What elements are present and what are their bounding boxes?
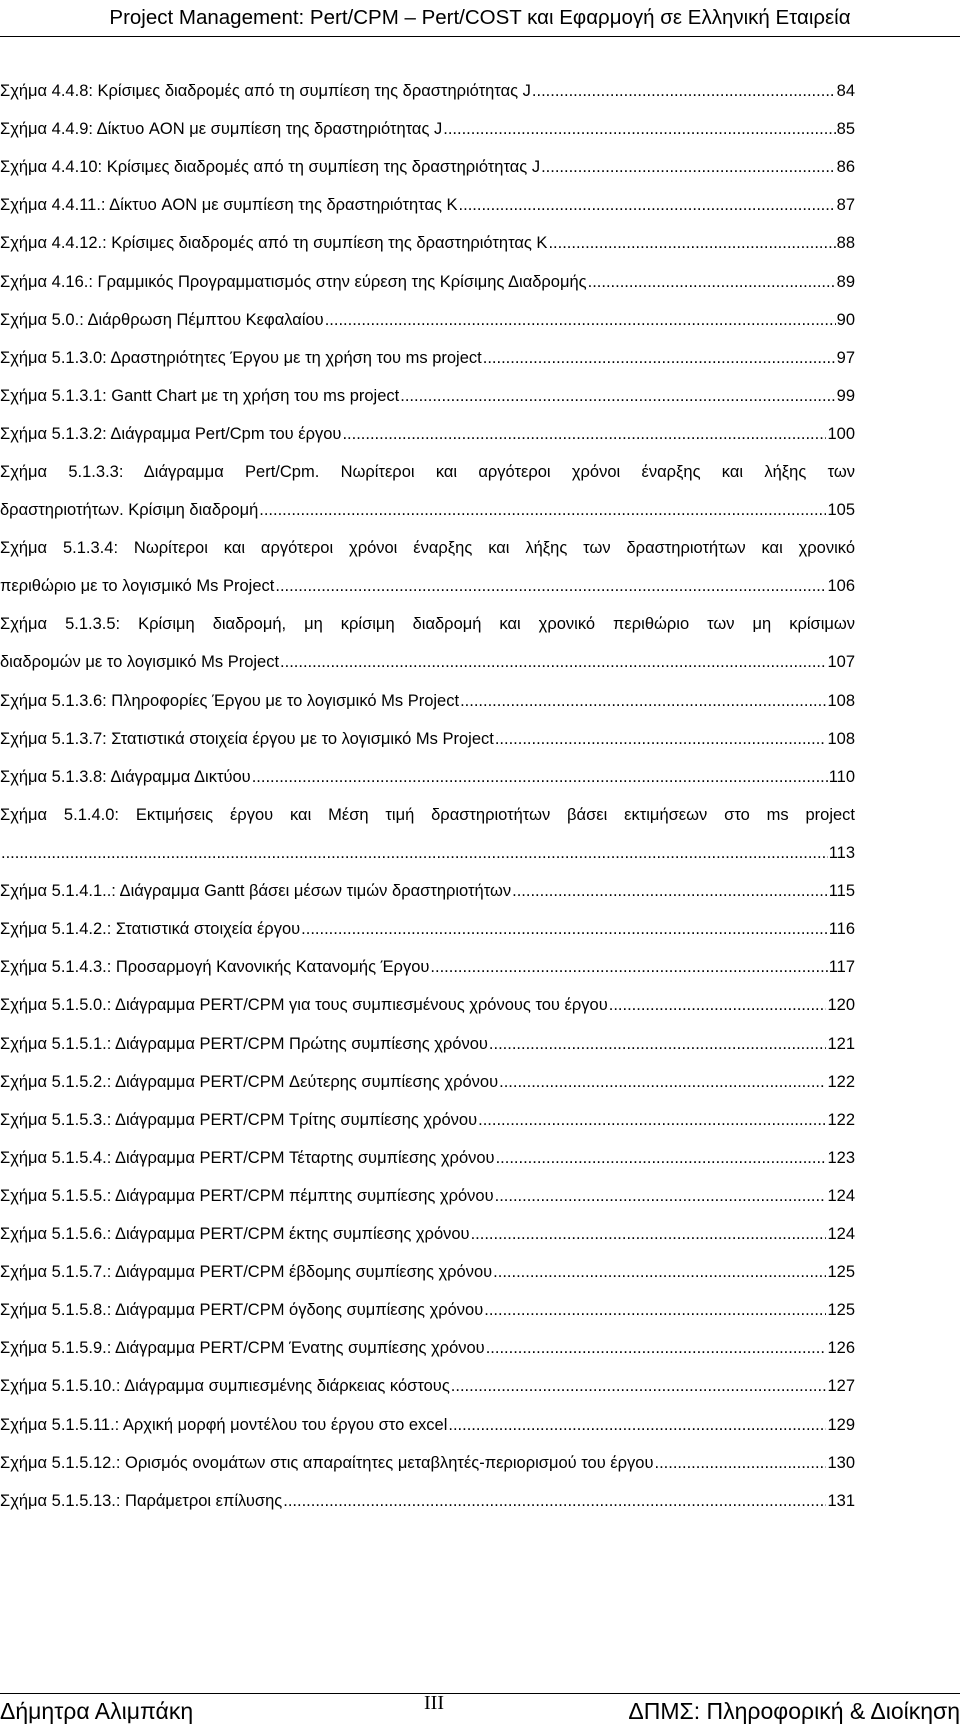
- toc-entry-page: 105: [827, 501, 855, 520]
- dot-leader: [460, 682, 826, 720]
- toc-entry-title-line1: Σχήμα 5.1.3.3: Διάγραμμα Pert/Cpm. Νωρίτεροι και αργότεροι χρόνοι έναρξης και λήξης των: [0, 463, 855, 481]
- toc-entry[interactable]: [0, 1367, 855, 1405]
- dot-leader: [325, 301, 836, 339]
- footer-program: ΔΠΜΣ: Πληροφορική & Διοίκηση: [628, 1698, 960, 1724]
- toc-entry[interactable]: [0, 796, 855, 872]
- dot-leader: [493, 1253, 826, 1291]
- toc-entry-page: 123: [827, 1148, 855, 1167]
- toc-entry[interactable]: [0, 1406, 855, 1444]
- toc-entry-page: 108: [827, 691, 855, 710]
- page-footer: [0, 1693, 960, 1736]
- toc-entry-page: 125: [827, 1263, 855, 1282]
- dot-leader: [471, 1215, 827, 1253]
- toc-entry-page: 97: [836, 348, 855, 367]
- toc-entry-page: 110: [828, 767, 855, 786]
- toc-entry-page: 99: [836, 386, 855, 405]
- page-header: [0, 0, 960, 44]
- toc-entry[interactable]: [0, 1329, 855, 1367]
- toc-entry-page: 124: [827, 1225, 855, 1243]
- toc-entry[interactable]: [0, 415, 855, 453]
- toc-entry-title: Σχήμα 5.1.5.5.: Διάγραμμα PERT/CPM πέμπτης συμπίεσης χρόνου: [0, 1186, 494, 1205]
- toc-entry[interactable]: [0, 110, 855, 148]
- toc-entry-title: Σχήμα 5.1.3.6: Πληροφορίες Έργου με το λογισμικό Ms Project: [0, 691, 460, 710]
- dot-leader: [496, 1139, 827, 1177]
- toc-entry-page: 86: [836, 158, 855, 177]
- dot-leader: [532, 72, 836, 110]
- toc-entry-title: Σχήμα 5.1.3.0: Δραστηριότητες Έργου με τη χρήση του ms project: [0, 348, 482, 367]
- toc-entry-title: Σχήμα 5.1.4.2.: Στατιστικά στοιχεία έργου: [0, 920, 301, 939]
- toc-entry[interactable]: [0, 948, 855, 986]
- toc-entry-page: 127: [827, 1377, 855, 1396]
- dot-leader: [486, 1329, 827, 1367]
- toc-entry-page: 88: [836, 234, 855, 253]
- toc-entry-title: Σχήμα 5.1.5.3.: Διάγραμμα PERT/CPM Τρίτης συμπίεσης χρόνου: [0, 1110, 478, 1129]
- toc-entry[interactable]: [0, 1253, 855, 1291]
- toc-entry-page: 90: [836, 310, 855, 329]
- toc-entry-page: 120: [827, 996, 855, 1015]
- toc-entry-page: 107: [827, 653, 855, 672]
- toc-entry-page: 131: [827, 1491, 855, 1510]
- dot-leader: [459, 186, 836, 224]
- toc-entry-page: 89: [836, 272, 855, 291]
- toc-entry-title-line2: δραστηριοτήτων. Κρίσιμη διαδρομή: [0, 501, 259, 520]
- dot-leader: [252, 758, 828, 796]
- toc-entry[interactable]: [0, 1177, 855, 1215]
- toc-entry[interactable]: [0, 1291, 855, 1329]
- toc-entry-title: Σχήμα 5.1.5.10.: Διάγραμμα συμπιεσμένης διάρκειας κόστους: [0, 1377, 450, 1396]
- toc-entry-title-line1: Σχήμα 5.1.4.0: Εκτιμήσεις έργου και Μέση τιμή δραστηριοτήτων βάσει εκτιμήσεων στο ms project: [0, 805, 855, 824]
- toc-entry[interactable]: [0, 605, 855, 681]
- toc-entry[interactable]: [0, 1215, 855, 1253]
- toc-entry-page: 100: [827, 424, 855, 443]
- dot-leader: [259, 491, 826, 529]
- toc-entry-page: 115: [828, 882, 855, 901]
- toc-entry-page: 85: [836, 120, 855, 139]
- toc-entry-page: 87: [836, 196, 855, 215]
- toc-entry-title: Σχήμα 5.1.4.1..: Διάγραμμα Gantt βάσει μέσων τιμών δραστηριοτήτων: [0, 882, 512, 901]
- toc-entry-title: Σχήμα 5.1.5.2.: Διάγραμμα PERT/CPM Δεύτερης συμπίεσης χρόνου: [0, 1072, 499, 1091]
- toc-entry[interactable]: [0, 339, 855, 377]
- dot-leader: [483, 339, 836, 377]
- toc-entry[interactable]: [0, 186, 855, 224]
- dot-leader: [430, 948, 827, 986]
- toc-entry-page: 113: [828, 843, 855, 862]
- toc-entry-title: Σχήμα 5.1.5.0.: Διάγραμμα PERT/CPM για τους συμπιεσμένους χρόνους του έργου: [0, 996, 608, 1015]
- toc-entry-title: Σχήμα 4.4.11.: Δίκτυο AON με συμπίεση της δραστηριότητας K: [0, 196, 458, 215]
- dot-leader: [588, 263, 836, 301]
- header-title: Project Management: Pert/CPM – Pert/COST και Εφαρμογή σε Ελληνική Εταιρεία: [109, 6, 851, 29]
- toc-entry-page: 129: [827, 1415, 855, 1434]
- dot-leader: [478, 1101, 826, 1139]
- dot-leader: [512, 872, 828, 910]
- dot-leader: [448, 1406, 826, 1444]
- toc-entry-title: Σχήμα 5.1.5.4.: Διάγραμμα PERT/CPM Τέταρτης συμπίεσης χρόνου: [0, 1148, 495, 1167]
- toc-entry-title: Σχήμα 5.1.3.7: Στατιστικά στοιχεία έργου με το λογισμικό Ms Project: [0, 729, 494, 748]
- dot-leader: [443, 110, 835, 148]
- toc-entry-title: Σχήμα 5.1.5.6.: Διάγραμμα PERT/CPM έκτης συμπίεσης χρόνου: [0, 1225, 470, 1243]
- toc-entry-page: 126: [827, 1339, 855, 1358]
- footer-page-number: III: [424, 1692, 444, 1714]
- dot-leader: [484, 1291, 826, 1329]
- toc-entry-page: 121: [827, 1034, 855, 1053]
- toc-entry-title-line1: Σχήμα 5.1.3.5: Κρίσιμη διαδρομή, μη κρίσιμη διαδρομή και χρονικό περιθώριο των μη κρίσιμων: [0, 615, 855, 634]
- toc-entry-title: Σχήμα 5.1.5.11.: Αρχική μορφή μοντέλου του έργου στο excel: [0, 1415, 448, 1434]
- toc-entry[interactable]: [0, 910, 855, 948]
- dot-leader: [541, 148, 836, 186]
- dot-leader: [280, 643, 826, 681]
- toc-entry[interactable]: [0, 720, 855, 758]
- dot-leader: [548, 224, 835, 262]
- dot-leader: [655, 1444, 827, 1482]
- toc-entry-title: Σχήμα 4.4.8: Κρίσιμες διαδρομές από τη συμπίεση της δραστηριότητας J: [0, 82, 531, 100]
- toc-entry-title: Σχήμα 5.1.4.3.: Προσαρμογή Κανονικής Κατανομής Έργου: [0, 958, 430, 977]
- toc-entry-title: Σχήμα 5.1.3.1: Gantt Chart με τη χρήση του ms project: [0, 386, 400, 405]
- toc-entry[interactable]: [0, 72, 855, 110]
- toc-entry-title: Σχήμα 4.16.: Γραμμικός Προγραμματισμός στην εύρεση της Κρίσιμης Διαδρομής: [0, 272, 587, 291]
- dot-leader: [489, 1025, 827, 1063]
- toc-entry-page: 130: [827, 1453, 855, 1472]
- toc-entry[interactable]: [0, 1139, 855, 1177]
- dot-leader: [275, 567, 826, 605]
- toc-entry-title: Σχήμα 4.4.12.: Κρίσιμες διαδρομές από τη συμπίεση της δραστηριότητας K: [0, 234, 548, 253]
- dot-leader: [495, 1177, 827, 1215]
- toc-entry-title-line2: διαδρομών με το λογισμικό Ms Project: [0, 653, 280, 672]
- toc-entry[interactable]: [0, 1025, 855, 1063]
- dot-leader: [400, 377, 835, 415]
- toc-entry-title: Σχήμα 5.1.5.13.: Παράμετροι επίλυσης: [0, 1491, 283, 1510]
- toc-entry-title: Σχήμα 5.1.5.7.: Διάγραμμα PERT/CPM έβδομης συμπίεσης χρόνου: [0, 1263, 493, 1282]
- toc-entry-page: 122: [827, 1072, 855, 1091]
- toc-entry[interactable]: [0, 758, 855, 796]
- toc-entry-title: Σχήμα 5.1.5.8.: Διάγραμμα PERT/CPM όγδοης συμπίεσης χρόνου: [0, 1301, 484, 1320]
- dot-leader: [1, 834, 828, 872]
- dot-leader: [495, 720, 827, 758]
- toc-entry-title: Σχήμα 5.1.5.9.: Διάγραμμα PERT/CPM Ένατης συμπίεσης χρόνου: [0, 1339, 485, 1358]
- toc-entry-page: 122: [827, 1110, 855, 1129]
- toc-entry[interactable]: [0, 872, 855, 910]
- dot-leader: [342, 415, 826, 453]
- toc-entry-page: 117: [828, 958, 855, 977]
- header-rule: [0, 36, 960, 37]
- toc-entry-title-line2: περιθώριο με το λογισμικό Ms Project: [0, 577, 275, 596]
- toc-entry[interactable]: [0, 148, 855, 186]
- toc-entry-title-line1: Σχήμα 5.1.3.4: Νωρίτεροι και αργότεροι χρόνοι έναρξης και λήξης των δραστηριοτήτων και χρονικό: [0, 539, 855, 558]
- toc-entry-page: 84: [836, 82, 855, 100]
- toc-entry[interactable]: [0, 1444, 855, 1482]
- toc-entry[interactable]: [0, 682, 855, 720]
- toc-entry[interactable]: [0, 1063, 855, 1101]
- toc-entry-title: Σχήμα 5.0.: Διάρθρωση Πέμπτου Κεφαλαίου: [0, 310, 324, 329]
- toc-entry-page: 106: [827, 577, 855, 596]
- toc-entry[interactable]: [0, 1482, 855, 1520]
- toc-entry-title: Σχήμα 5.1.5.12.: Ορισμός ονομάτων στις απαραίτητες μεταβλητές-περιορισμού του έργου: [0, 1453, 654, 1472]
- dot-leader: [609, 986, 827, 1024]
- footer-author: Δήμητρα Αλιμπάκη: [0, 1698, 194, 1724]
- toc-entry[interactable]: [0, 263, 855, 301]
- toc-entry[interactable]: [0, 377, 855, 415]
- toc-entry[interactable]: [0, 1101, 855, 1139]
- toc-entry-page: 124: [827, 1186, 855, 1205]
- toc-entry[interactable]: [0, 301, 855, 339]
- toc-entry-title: Σχήμα 5.1.3.8: Διάγραμμα Δικτύου: [0, 767, 251, 786]
- toc-entry-page: 108: [827, 729, 855, 748]
- dot-leader: [283, 1482, 826, 1520]
- toc-entry-title: Σχήμα 4.4.10: Κρίσιμες διαδρομές από τη συμπίεση της δραστηριότητας J: [0, 158, 541, 177]
- toc-entry-title: Σχήμα 5.1.3.2: Διάγραμμα Pert/Cpm του έργου: [0, 424, 342, 443]
- dot-leader: [451, 1367, 827, 1405]
- toc-entry[interactable]: [0, 453, 855, 529]
- toc-entry-page: 125: [827, 1301, 855, 1320]
- toc-entry[interactable]: [0, 529, 855, 605]
- dot-leader: [301, 910, 828, 948]
- toc-entry[interactable]: [0, 986, 855, 1024]
- toc-entry-page: 116: [828, 920, 855, 939]
- toc-entry[interactable]: [0, 224, 855, 262]
- toc-entry-title: Σχήμα 5.1.5.1.: Διάγραμμα PERT/CPM Πρώτης συμπίεσης χρόνου: [0, 1034, 488, 1053]
- toc-entry-title: Σχήμα 4.4.9: Δίκτυο AON με συμπίεση της δραστηριότητας J: [0, 120, 443, 139]
- dot-leader: [499, 1063, 826, 1101]
